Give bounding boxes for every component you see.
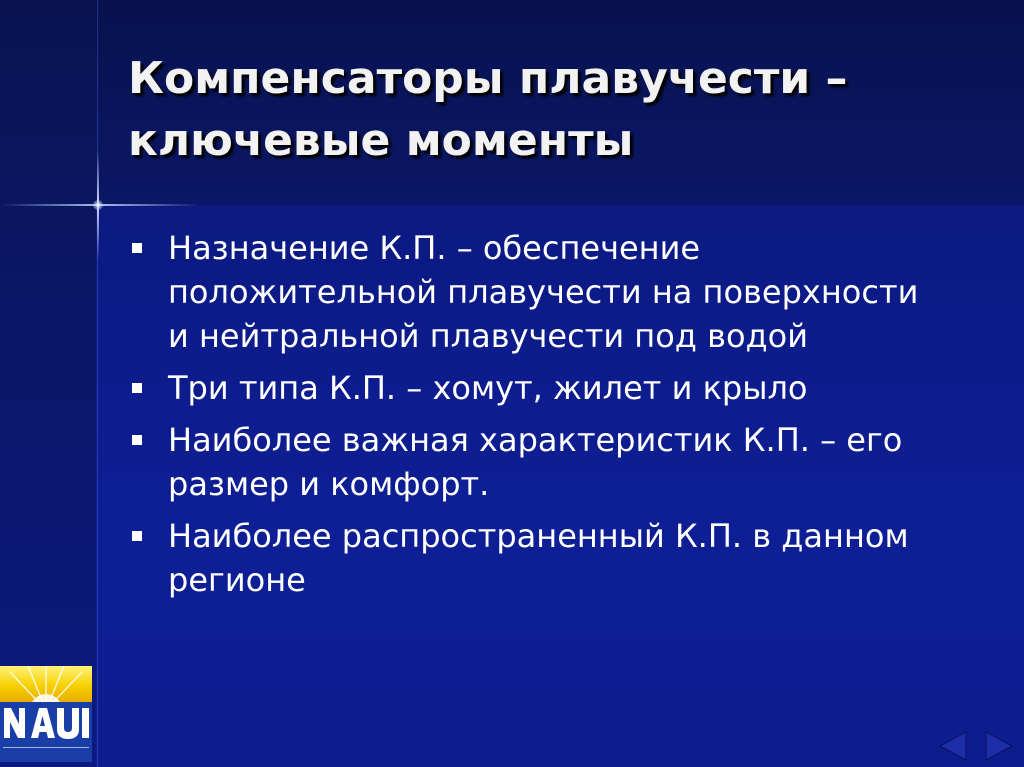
next-slide-button[interactable] — [980, 728, 1016, 764]
bullet-text: Назначение К.П. – обеспечение положительной плавучести на поверхности и нейтральной плавучести под водой — [168, 229, 919, 355]
vertical-divider — [97, 0, 98, 767]
naui-sunrise-logo-icon — [0, 666, 92, 762]
slide-title: Компенсаторы плавучести – ключевые моменты — [128, 53, 848, 166]
arrow-left-icon — [936, 728, 972, 764]
arrow-right-icon — [980, 728, 1016, 764]
bullet-item — [128, 226, 928, 358]
bullet-text: Три типа К.П. – хомут, жилет и крыло — [168, 369, 808, 407]
bullet-square-icon — [132, 531, 142, 541]
left-band — [0, 0, 96, 767]
previous-slide-button[interactable] — [936, 728, 972, 764]
bullet-item — [128, 418, 928, 506]
bullet-square-icon — [132, 243, 142, 253]
bullet-square-icon — [132, 383, 142, 393]
naui-logo — [0, 666, 92, 762]
bullet-text: Наиболее распространенный К.П. в данном регионе — [168, 517, 909, 599]
sparkle-star-icon — [93, 200, 103, 210]
bullet-list — [128, 226, 928, 610]
bullet-item — [128, 514, 928, 602]
bullet-item — [128, 366, 928, 410]
bullet-square-icon — [132, 435, 142, 445]
bullet-text: Наиболее важная характеристик К.П. – его размер и комфорт. — [168, 421, 903, 503]
